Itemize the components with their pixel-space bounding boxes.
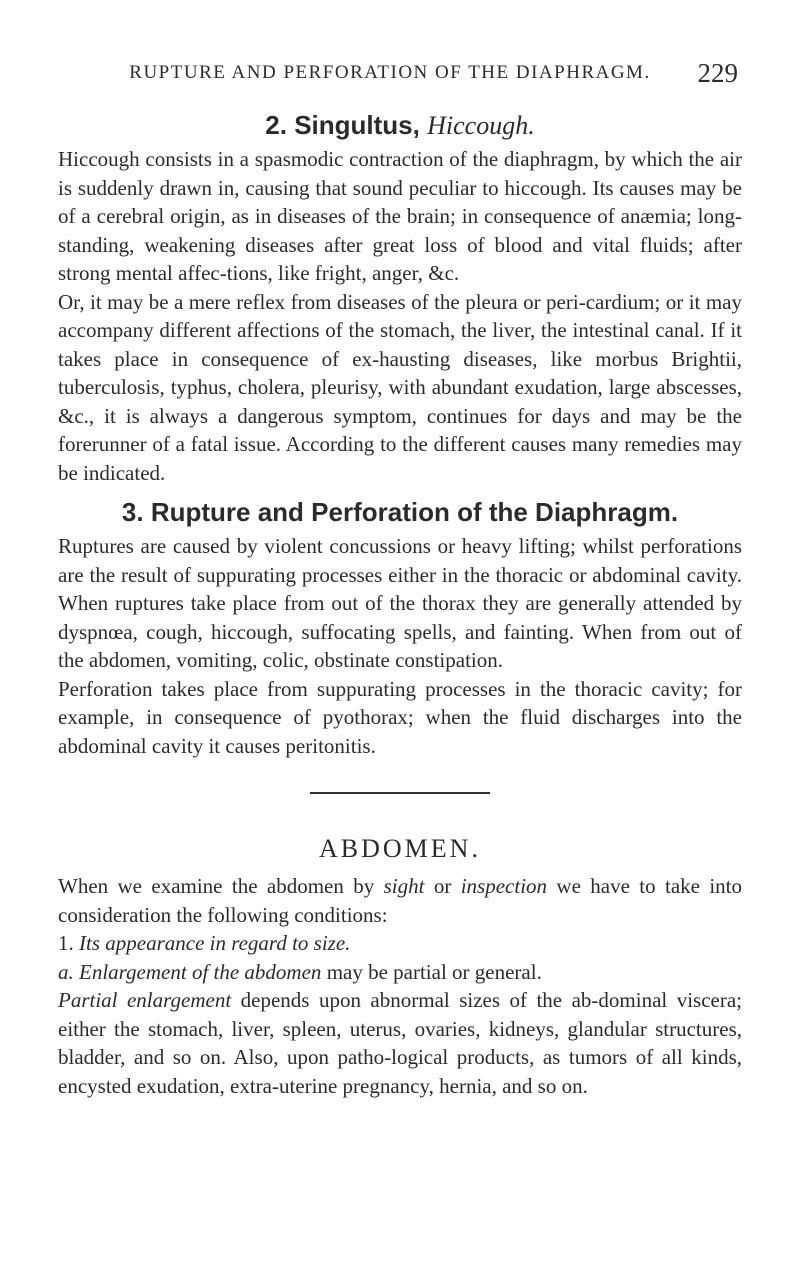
section-2-number: 2. Singultus, xyxy=(265,110,420,140)
page-number: 229 xyxy=(697,58,738,88)
abdomen-heading: ABDOMEN. xyxy=(319,834,481,863)
section-3-paragraph-2: Perforation takes place from suppurating processes in the thoracic cavity; for example, in consequence of pyothorax; when the fluid discharges into the abdominal cavity it causes peritonitis. xyxy=(58,676,742,758)
section-divider xyxy=(310,792,490,794)
list-item-a: a. Enlargement of the abdomen may be partial or general. xyxy=(58,959,542,984)
term-inspection: inspection xyxy=(460,874,548,898)
abdomen-intro: When we examine the abdomen by sight or inspection we have to take into consideration the following conditions: xyxy=(58,874,743,927)
running-head xyxy=(0,58,800,88)
page-body xyxy=(58,110,742,1100)
section-2-title: Hiccough. xyxy=(427,111,535,140)
section-2-paragraph-1: Hiccough consists in a spasmodic contraction of the diaphragm, by which the air is suddenly drawn in, causing that sound peculiar to hiccough. Its causes may be of a cerebral origin, as in diseases of the brain; in consequence of anæmia; long-standing, weakening diseases after great loss of blood and vital fluids; after strong mental affec-tions, like fright, anger, &c. xyxy=(58,147,742,285)
section-2-heading xyxy=(58,110,742,141)
section-2-paragraph-2: Or, it may be a mere reflex from diseases of the pleura or peri-cardium; or it may accompany different affections of the stomach, the liver, the intestinal canal. If it takes place in consequence of ex-hausting diseases, like morbus Brightii, tuberculosis, typhus, cholera, pleurisy, with abundant exudation, large abscesses, &c., it is always a dangerous symptom, continues for days and may be the forerunner of a fatal issue. According to the different causes many remedies may be indicated. xyxy=(58,289,742,485)
running-title: RUPTURE AND PERFORATION OF THE DIAPHRAGM. xyxy=(129,62,651,83)
section-3-heading: 3. Rupture and Perforation of the Diaphragm. xyxy=(121,497,679,527)
partial-enlargement-paragraph: Partial enlargement depends upon abnormal sizes of the ab-dominal viscera; either the stomach, liver, spleen, uterus, ovaries, kidneys, glandular structures, bladder, and so on. Also, upon patho-logical products, as tumors of all kinds, encysted exudation, extra-uterine pregnancy, hernia, and so on. xyxy=(58,988,742,1098)
list-item-1: 1. Its appearance in regard to size. xyxy=(58,931,351,955)
term-sight: sight xyxy=(383,874,425,898)
section-3-paragraph-1: Ruptures are caused by violent concussions or heavy lifting; whilst perforations are the result of suppurating processes either in the thoracic or abdominal cavity. When ruptures take place from out of the thorax they are generally attended by dyspnœa, cough, hiccough, suffocating spells, and fainting. When from out of the abdomen, vomiting, colic, obstinate constipation. xyxy=(58,534,742,672)
